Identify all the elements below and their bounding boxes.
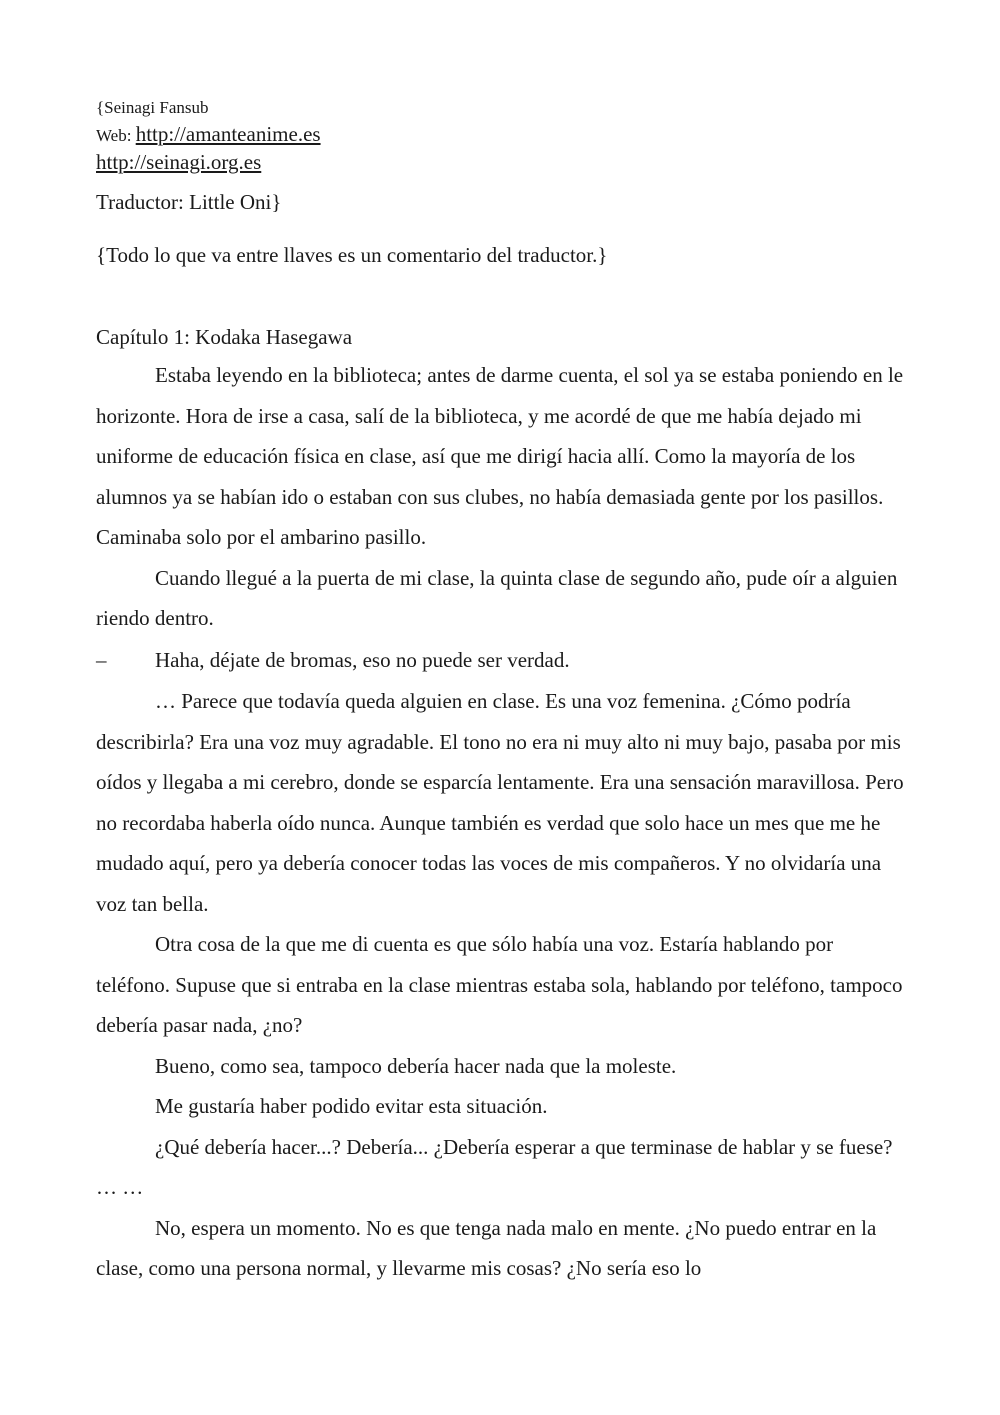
paragraph: Cuando llegué a la puerta de mi clase, la quinta clase de segundo año, pude oír a alguien riendo dentro. bbox=[96, 565, 898, 630]
document-page bbox=[96, 94, 908, 1289]
chapter-body bbox=[96, 355, 908, 1289]
website-link-secondary[interactable]: http://seinagi.org.es bbox=[96, 150, 262, 174]
credits-block bbox=[96, 94, 908, 149]
paragraph: ¿Qué debería hacer...? Debería... ¿Debería esperar a que terminase de hablar y se fuese? … … bbox=[96, 1134, 893, 1199]
paragraph: No, espera un momento. No es que tenga nada malo en mente. ¿No puedo entrar en la clase, como una persona normal, y llevarme mis cosas? ¿No sería eso lo bbox=[96, 1215, 877, 1280]
web-line bbox=[96, 121, 908, 149]
web-label: Web: bbox=[96, 126, 136, 145]
dialogue-dash: – bbox=[96, 647, 107, 672]
dialogue-line bbox=[96, 640, 908, 681]
translator-note: {Todo lo que va entre llaves es un comentario del traductor.} bbox=[96, 243, 608, 267]
paragraph: Estaba leyendo en la biblioteca; antes de darme cuenta, el sol ya se estaba poniendo en le horizonte. Hora de irse a casa, salí de la biblioteca, y me acordé de que me había dejado mi uniforme de educación física en clase, así que me dirigí hacia allí. Como la mayoría de los alumnos ya se habían ido o estaban con sus clubes, no había demasiada gente por los pasillos. Caminaba solo por el ambarino pasillo. bbox=[96, 363, 904, 549]
paragraph: Bueno, como sea, tampoco debería hacer nada que la moleste. bbox=[155, 1053, 677, 1078]
paragraph: … Parece que todavía queda alguien en clase. Es una voz femenina. ¿Cómo podría describirla? Era una voz muy agradable. El tono no era ni muy alto ni muy bajo, pasaba por mis oídos y llegaba a mi cerebro, donde se esparcía lentamente. Era una sensación maravillosa. Pero no recordaba haberla oído nunca. Aunque también es verdad que solo hace un mes que me he mudado aquí, pero ya debería conocer todas las voces de mis compañeros. Y no olvidaría una voz tan bella. bbox=[96, 689, 904, 916]
paragraph: Me gustaría haber podido evitar esta situación. bbox=[155, 1094, 548, 1118]
chapter-title: Capítulo 1: Kodaka Hasegawa bbox=[96, 325, 353, 349]
fansub-name: {Seinagi Fansub bbox=[96, 98, 209, 117]
paragraph: Otra cosa de la que me di cuenta es que sólo había una voz. Estaría hablando por teléfono. Supuse que si entraba en la clase mientras estaba sola, hablando por teléfono, tampoco debería pasar nada, ¿no? bbox=[96, 932, 903, 1037]
website-link[interactable]: http://amanteanime.es bbox=[135, 122, 321, 146]
dialogue-text: Haha, déjate de bromas, eso no puede ser verdad. bbox=[155, 647, 570, 672]
translator-credit: Traductor: Little Oni} bbox=[96, 190, 282, 214]
